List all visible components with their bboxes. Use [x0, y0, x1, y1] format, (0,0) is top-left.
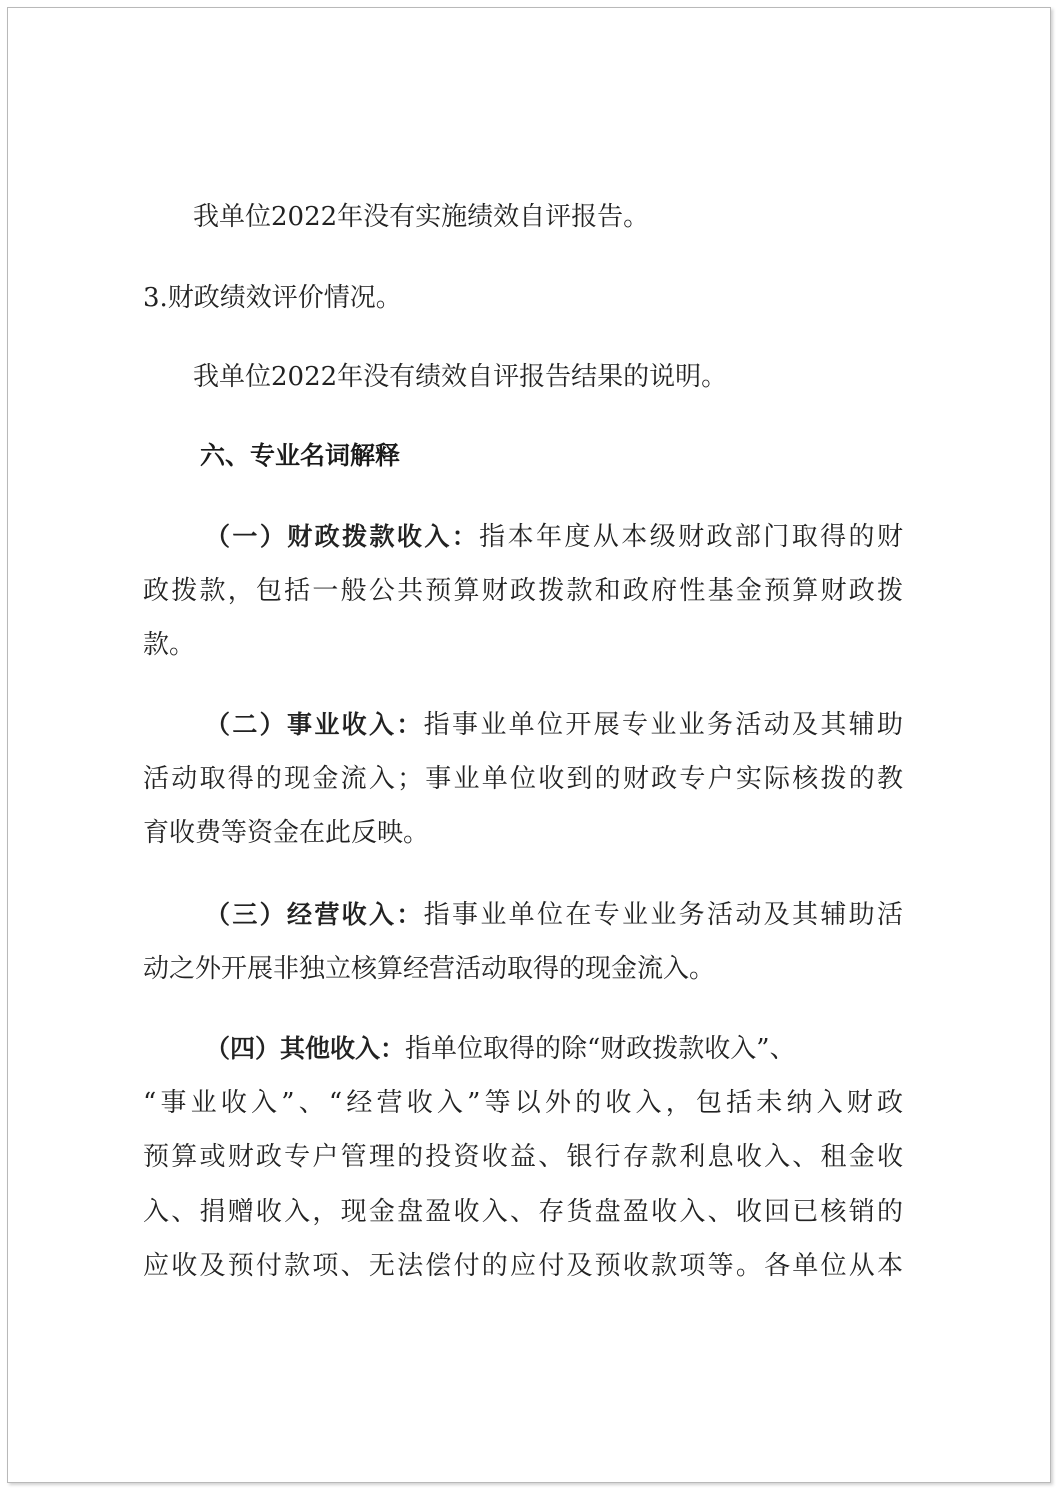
definition-3-text: 指事业单位在专业业务活动及其辅助活: [423, 900, 903, 930]
definition-2-text: 指事业单位开展专业业务活动及其辅助: [423, 710, 903, 740]
definition-4-term: （四）其他收入：: [205, 1034, 406, 1063]
definition-4-text: 指单位取得的除“财政拨款收入”、: [405, 1034, 796, 1064]
definition-3-line-1: [205, 898, 903, 932]
paragraph-self-evaluation-result: 我单位2022年没有绩效自评报告结果的说明。: [193, 362, 728, 392]
definition-4-line-1: [205, 1032, 796, 1066]
definition-3-term: （三）经营收入：: [205, 900, 424, 929]
definition-4-line-2: “事业收入”、“经营收入”等以外的收入，包括未纳入财政: [143, 1088, 903, 1118]
definition-2-term: （二）事业收入：: [205, 710, 424, 739]
definition-1-term: （一）财政拨款收入：: [205, 522, 480, 551]
definition-4-line-3: 预算或财政专户管理的投资收益、银行存款利息收入、租金收: [143, 1142, 903, 1172]
definition-2-line-2: 活动取得的现金流入；事业单位收到的财政专户实际核拨的教: [143, 764, 903, 794]
definition-1-text: 指本年度从本级财政部门取得的财: [479, 522, 903, 552]
definition-3-line-2: 动之外开展非独立核算经营活动取得的现金流入。: [143, 954, 716, 984]
definition-4-line-4: 入、捐赠收入，现金盘盈收入、存货盘盈收入、收回已核销的: [143, 1197, 903, 1227]
definition-2-line-3: 育收费等资金在此反映。: [143, 818, 430, 848]
paragraph-fiscal-evaluation-heading: 3.财政绩效评价情况。: [143, 283, 402, 313]
definition-1-line-3: 款。: [143, 630, 196, 660]
definition-1-line-2: 政拨款，包括一般公共预算财政拨款和政府性基金预算财政拨: [143, 576, 903, 606]
paragraph-self-evaluation: 我单位2022年没有实施绩效自评报告。: [193, 202, 650, 232]
definition-1-line-1: [205, 520, 903, 554]
definition-4-line-5: 应收及预付款项、无法偿付的应付及预收款项等。各单位从本: [143, 1251, 903, 1281]
section-heading: 六、专业名词解释: [200, 441, 401, 470]
definition-2-line-1: [205, 708, 903, 742]
